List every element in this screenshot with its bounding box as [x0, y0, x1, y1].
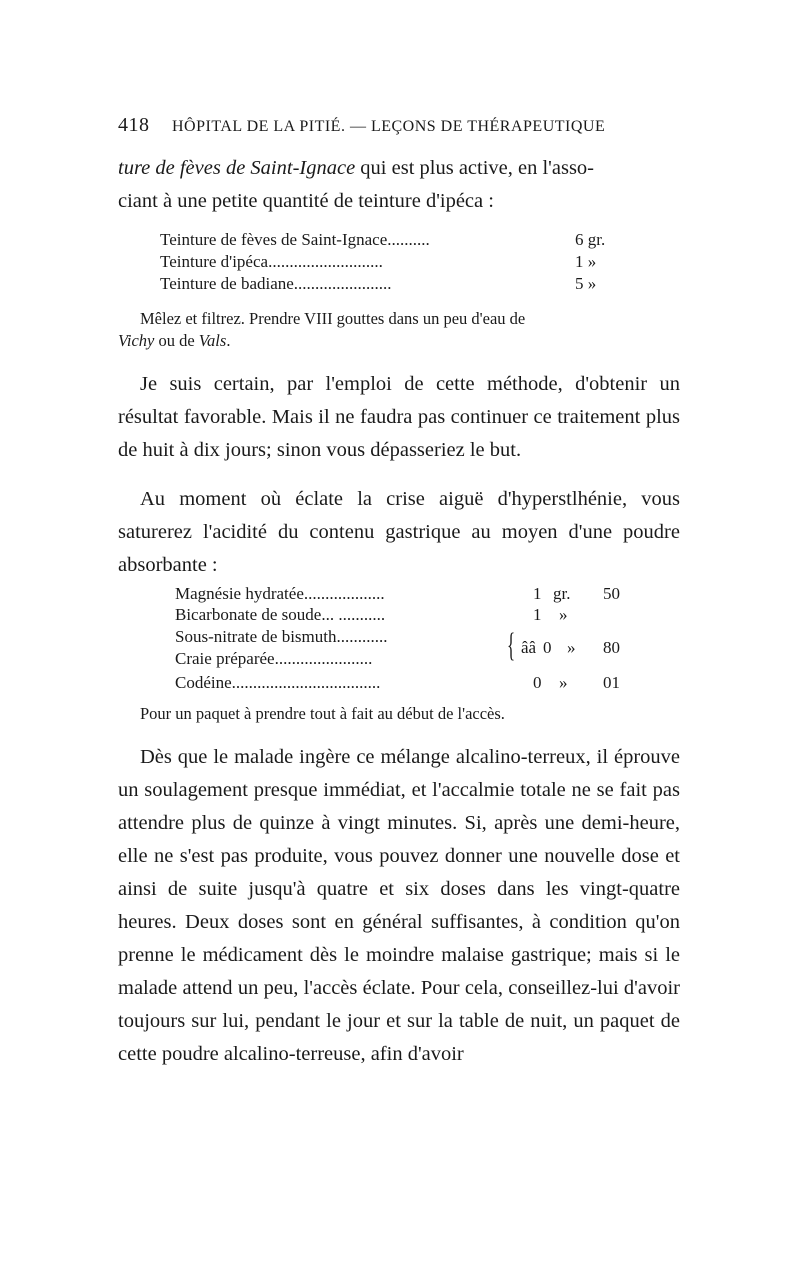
- recipe-ingredient: Teinture de badiane.......................: [160, 274, 392, 293]
- recipe-quantity: 1 »: [575, 252, 597, 271]
- intro-paragraph: [118, 152, 680, 218]
- recipe-quantity: 1: [533, 584, 542, 603]
- running-title: HÔPITAL DE LA PITIÉ. — LEÇONS DE THÉRAPEUTIQUE: [172, 118, 606, 135]
- recipe-ingredient: Codéine...................................: [175, 673, 381, 692]
- recipe-1: [160, 230, 660, 300]
- recipe-1-note-italic-vals: Vals: [198, 331, 227, 350]
- recipe-ingredient: Magnésie hydratée...................: [175, 584, 385, 603]
- page-number: 418: [118, 114, 150, 136]
- recipe-brace-label: ââ: [521, 638, 537, 657]
- recipe-2-note: Pour un paquet à prendre tout à fait au début de l'accès.: [140, 704, 505, 723]
- recipe-unit: »: [559, 605, 568, 624]
- recipe-quantity: 5 »: [575, 274, 597, 293]
- recipe-quantity: 0: [543, 638, 552, 657]
- paragraph-1: Je suis certain, par l'emploi de cette méthode, d'obtenir un résultat favorable. Mais il ne faudra pas continuer ce traitement plus de huit à dix jours; sinon vous dépasseriez le but.: [118, 373, 680, 461]
- recipe-unit: »: [559, 673, 568, 692]
- recipe-ingredient: Sous-nitrate de bismuth............: [175, 627, 388, 646]
- paragraph-2: Au moment où éclate la crise aiguë d'hyperstlhénie, vous saturerez l'acidité du contenu gastrique au moyen d'une poudre absorbante :: [118, 488, 680, 576]
- recipe-unit: »: [567, 638, 576, 657]
- intro-line1-rest: qui est plus active, en l'asso-: [355, 157, 594, 179]
- recipe-ingredient: Teinture d'ipéca...........................: [160, 252, 383, 271]
- recipe-quantity: 0: [533, 673, 542, 692]
- recipe-fraction: 80: [603, 638, 620, 657]
- recipe-1-note-end: .: [226, 331, 231, 350]
- brace-symbol: {: [507, 627, 516, 664]
- recipe-1-note: [118, 308, 680, 352]
- recipe-ingredient: Craie préparée.......................: [175, 649, 373, 668]
- intro-line2: ciant à une petite quantité de teinture d'ipéca :: [118, 190, 494, 212]
- recipe-fraction: 01: [603, 673, 620, 692]
- recipe-ingredient: Teinture de fèves de Saint-Ignace..........: [160, 230, 430, 249]
- recipe-1-note-mid: ou de: [154, 331, 199, 350]
- recipe-1-note-italic-vichy: Vichy: [118, 331, 155, 350]
- running-header: [118, 114, 680, 137]
- recipe-unit: gr.: [553, 584, 571, 603]
- paragraph-3: Dès que le malade ingère ce mélange alcalino-terreux, il éprouve un soulagement presque immédiat, et l'accalmie totale ne se fait pas attendre plus de quinze à vingt minutes. Si, après une demi-heure, elle ne s'est pas produite, vous pouvez donner une nouvelle dose et ainsi de suite jusqu'à quatre et six doses dans les vingt-quatre heures. Deux doses sont en général suffisantes, à condition qu'on prenne le médicament dès le moindre malaise gastrique; mais si le malade attend un peu, l'accès éclate. Pour cela, conseillez-lui d'avoir toujours sur lui, pendant le jour et sur la table de nuit, un paquet de cette poudre alcalino-terreuse, afin d'avoir: [118, 746, 680, 1065]
- recipe-quantity: 6 gr.: [575, 230, 606, 249]
- recipe-2: [175, 584, 655, 696]
- intro-italic: ture de fèves de Saint-Ignace: [118, 157, 356, 179]
- recipe-quantity: 1: [533, 605, 542, 624]
- recipe-1-note-text: Mêlez et filtrez. Prendre VIII gouttes dans un peu d'eau de: [140, 309, 526, 328]
- recipe-fraction: 50: [603, 584, 620, 603]
- recipe-ingredient: Bicarbonate de soude... ...........: [175, 605, 386, 624]
